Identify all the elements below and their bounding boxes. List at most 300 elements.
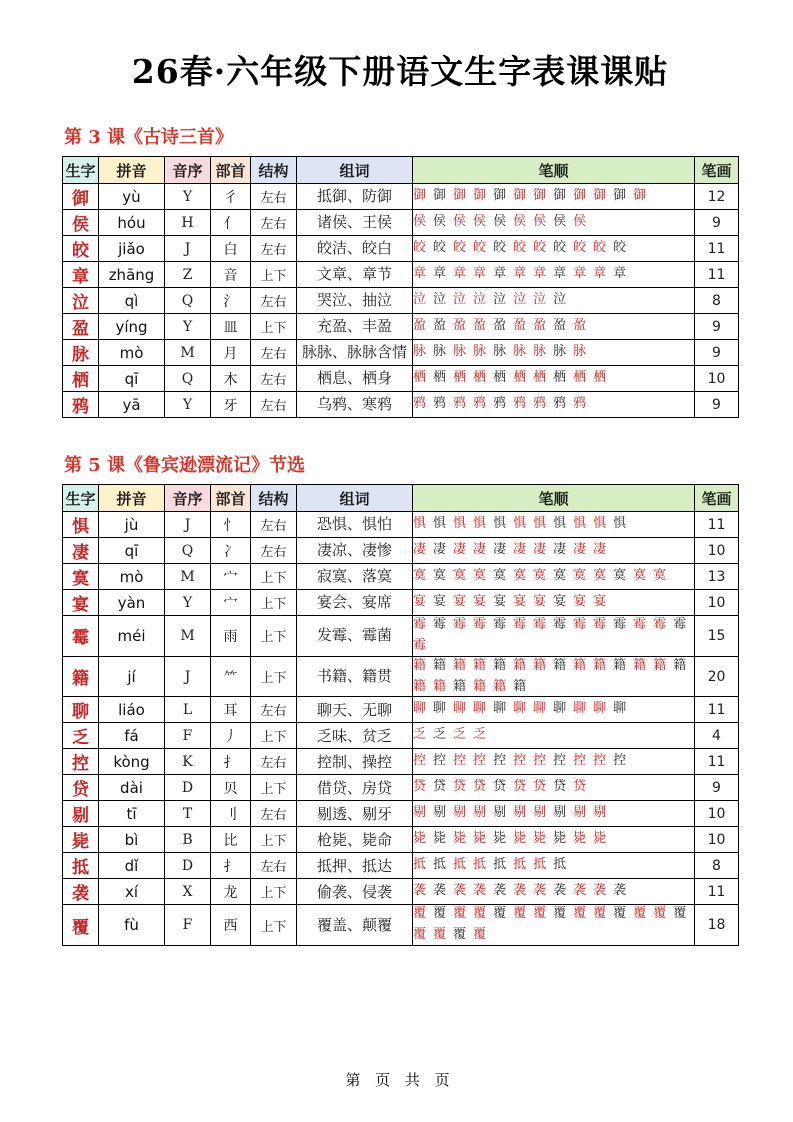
stroke-step-glyph: 剔 (573, 805, 587, 821)
stroke-order-sequence (413, 856, 694, 875)
stroke-step-glyph: 覆 (453, 927, 467, 943)
vocab-row (63, 827, 739, 853)
stroke-step-glyph: 控 (513, 753, 527, 769)
stroke-step-glyph: 覆 (673, 906, 687, 922)
stroke-count-cell: 13 (695, 564, 739, 590)
table-body (63, 512, 739, 946)
stroke-step-glyph: 霉 (513, 617, 527, 632)
stroke-order-cell (413, 236, 695, 262)
stroke-step-glyph: 控 (473, 753, 487, 769)
stroke-step-glyph: 聊 (413, 701, 427, 717)
radical-cell: 月 (211, 340, 251, 366)
radical-cell: 彳 (211, 184, 251, 210)
stroke-step-glyph: 籍 (613, 657, 627, 673)
stroke-step-glyph: 剔 (513, 805, 527, 821)
stroke-order-sequence (413, 778, 694, 797)
stroke-order-sequence (413, 213, 694, 232)
vocab-row (63, 749, 739, 775)
stroke-step-glyph: 寞 (513, 568, 527, 584)
radical-cell: 皿 (211, 314, 251, 340)
stroke-step-glyph: 侯 (413, 214, 427, 230)
pinyin-cell: dǐ (99, 853, 165, 879)
stroke-step-glyph: 贷 (433, 779, 447, 795)
stroke-count-cell: 20 (695, 656, 739, 697)
stroke-step-glyph: 栖 (553, 370, 567, 386)
stroke-step-glyph: 籍 (633, 657, 647, 673)
stroke-step-glyph: 皎 (513, 240, 527, 256)
stroke-step-glyph: 脉 (573, 344, 587, 360)
stroke-step-glyph: 霉 (473, 617, 487, 632)
vocab-row (63, 210, 739, 236)
structure-cell: 左右 (251, 853, 297, 879)
words-cell: 控制、操控 (297, 749, 413, 775)
stroke-step-glyph: 剔 (453, 805, 467, 821)
structure-cell: 左右 (251, 697, 297, 723)
stroke-step-glyph: 袭 (453, 883, 467, 899)
column-header: 结构 (251, 157, 297, 184)
stroke-step-glyph: 毙 (513, 831, 527, 847)
stroke-step-glyph: 籍 (533, 657, 547, 673)
lesson-heading: 第 3 课《古诗三首》 (64, 127, 234, 148)
pinyin-cell: mò (99, 564, 165, 590)
stroke-count-cell: 10 (695, 366, 739, 392)
pinyin-cell: yíng (99, 314, 165, 340)
stroke-step-glyph: 毙 (593, 831, 607, 847)
stroke-step-glyph: 聊 (493, 701, 507, 717)
stroke-step-glyph: 惧 (493, 516, 507, 532)
stroke-step-glyph: 剔 (493, 805, 507, 821)
stroke-step-glyph: 聊 (453, 701, 467, 717)
stroke-step-glyph: 袭 (433, 883, 447, 899)
stroke-order-cell (413, 262, 695, 288)
stroke-step-glyph: 宴 (473, 594, 487, 610)
stroke-count-cell: 18 (695, 905, 739, 946)
structure-cell: 左右 (251, 512, 297, 538)
lesson-section (62, 451, 738, 946)
structure-cell: 左右 (251, 392, 297, 418)
words-cell: 栖息、栖身 (297, 366, 413, 392)
vocab-row (63, 723, 739, 749)
stroke-step-glyph: 毙 (433, 831, 447, 847)
stroke-order-sequence (413, 830, 694, 849)
pinyin-cell: qì (99, 288, 165, 314)
stroke-step-glyph: 贷 (493, 779, 507, 795)
stroke-step-glyph: 宴 (573, 594, 587, 610)
stroke-step-glyph: 毙 (573, 831, 587, 847)
stroke-step-glyph: 覆 (613, 906, 627, 922)
structure-cell: 左右 (251, 288, 297, 314)
words-cell: 乌鸦、寒鸦 (297, 392, 413, 418)
vocab-row (63, 392, 739, 418)
structure-cell: 上下 (251, 827, 297, 853)
radical-cell: 木 (211, 366, 251, 392)
stroke-step-glyph: 抵 (533, 857, 547, 873)
column-header: 笔顺 (413, 157, 695, 184)
stroke-step-glyph: 凄 (473, 542, 487, 558)
stroke-step-glyph: 御 (453, 188, 467, 204)
stroke-step-glyph: 皎 (493, 240, 507, 256)
stroke-step-glyph: 惧 (593, 516, 607, 532)
initial-cell: Q (165, 366, 211, 392)
stroke-step-glyph: 抵 (513, 857, 527, 873)
vocab-row (63, 314, 739, 340)
stroke-step-glyph: 乏 (473, 727, 487, 743)
stroke-step-glyph: 贷 (533, 779, 547, 795)
stroke-step-glyph: 脉 (513, 344, 527, 360)
stroke-step-glyph: 寞 (573, 568, 587, 584)
stroke-step-glyph: 鸦 (513, 396, 527, 412)
initial-cell: Y (165, 184, 211, 210)
stroke-step-glyph: 袭 (413, 883, 427, 899)
stroke-count-cell: 11 (695, 262, 739, 288)
stroke-count-cell: 8 (695, 853, 739, 879)
stroke-step-glyph: 覆 (513, 906, 527, 922)
stroke-step-glyph: 贷 (473, 779, 487, 795)
radical-cell: 龙 (211, 879, 251, 905)
pinyin-cell: hóu (99, 210, 165, 236)
radical-cell: 扌 (211, 853, 251, 879)
stroke-step-glyph: 霉 (653, 617, 667, 632)
stroke-step-glyph: 寞 (493, 568, 507, 584)
char-cell: 宴 (63, 590, 99, 616)
stroke-step-glyph: 覆 (433, 906, 447, 922)
stroke-count-cell: 10 (695, 538, 739, 564)
stroke-step-glyph: 袭 (473, 883, 487, 899)
stroke-step-glyph: 寞 (433, 568, 447, 584)
stroke-order-sequence (413, 395, 694, 414)
stroke-order-cell (413, 723, 695, 749)
column-header: 组词 (297, 157, 413, 184)
stroke-count-cell: 11 (695, 697, 739, 723)
stroke-step-glyph: 泣 (553, 292, 567, 308)
char-cell: 抵 (63, 853, 99, 879)
stroke-order-cell (413, 827, 695, 853)
char-cell: 毙 (63, 827, 99, 853)
stroke-step-glyph: 脉 (473, 344, 487, 360)
stroke-step-glyph: 霉 (433, 617, 447, 632)
stroke-step-glyph: 毙 (533, 831, 547, 847)
stroke-step-glyph: 袭 (553, 883, 567, 899)
stroke-step-glyph: 宴 (593, 594, 607, 610)
stroke-step-glyph: 袭 (613, 883, 627, 899)
stroke-step-glyph: 惧 (453, 516, 467, 532)
stroke-step-glyph: 御 (593, 188, 607, 204)
structure-cell: 左右 (251, 236, 297, 262)
stroke-step-glyph: 剔 (473, 805, 487, 821)
stroke-order-sequence (413, 239, 694, 258)
stroke-order-cell (413, 697, 695, 723)
stroke-step-glyph: 惧 (613, 516, 627, 532)
stroke-step-glyph: 章 (553, 266, 567, 282)
stroke-step-glyph: 覆 (413, 906, 427, 922)
char-cell: 籍 (63, 656, 99, 697)
vocab-row (63, 236, 739, 262)
page-number-footer: 第 页 共 页 (345, 1071, 455, 1089)
stroke-step-glyph: 鸦 (413, 396, 427, 412)
vocab-row (63, 853, 739, 879)
stroke-step-glyph: 侯 (453, 214, 467, 230)
words-cell: 书籍、籍贯 (297, 656, 413, 697)
stroke-order-sequence (413, 804, 694, 823)
stroke-step-glyph: 皎 (433, 240, 447, 256)
stroke-step-glyph: 剔 (593, 805, 607, 821)
stroke-step-glyph: 皎 (453, 240, 467, 256)
radical-cell: 白 (211, 236, 251, 262)
stroke-step-glyph: 脉 (433, 344, 447, 360)
stroke-step-glyph: 袭 (533, 883, 547, 899)
stroke-step-glyph: 凄 (573, 542, 587, 558)
stroke-step-glyph: 宴 (433, 594, 447, 610)
structure-cell: 上下 (251, 723, 297, 749)
stroke-step-glyph: 御 (473, 188, 487, 204)
stroke-step-glyph: 脉 (493, 344, 507, 360)
pinyin-cell: yā (99, 392, 165, 418)
stroke-step-glyph: 毙 (453, 831, 467, 847)
stroke-step-glyph: 籍 (453, 657, 467, 673)
pinyin-cell: mò (99, 340, 165, 366)
stroke-step-glyph: 栖 (573, 370, 587, 386)
vocab-row (63, 879, 739, 905)
stroke-step-glyph: 泣 (453, 292, 467, 308)
radical-cell: 耳 (211, 697, 251, 723)
structure-cell: 左右 (251, 340, 297, 366)
stroke-step-glyph: 籍 (413, 657, 427, 673)
stroke-step-glyph: 寞 (533, 568, 547, 584)
stroke-step-glyph: 章 (473, 266, 487, 282)
structure-cell: 左右 (251, 538, 297, 564)
initial-cell: Q (165, 288, 211, 314)
stroke-step-glyph: 盈 (553, 318, 567, 334)
stroke-step-glyph: 惧 (533, 516, 547, 532)
stroke-step-glyph: 盈 (473, 318, 487, 334)
stroke-step-glyph: 贷 (453, 779, 467, 795)
lesson-section (62, 123, 738, 418)
stroke-step-glyph: 鸦 (533, 396, 547, 412)
stroke-step-glyph: 霉 (633, 617, 647, 632)
initial-cell: D (165, 853, 211, 879)
column-header: 部首 (211, 485, 251, 512)
stroke-step-glyph: 宴 (493, 594, 507, 610)
stroke-step-glyph: 抵 (433, 857, 447, 873)
stroke-step-glyph: 霉 (573, 617, 587, 632)
pinyin-cell: tī (99, 801, 165, 827)
stroke-step-glyph: 章 (413, 266, 427, 282)
stroke-step-glyph: 籍 (513, 657, 527, 673)
structure-cell: 左右 (251, 210, 297, 236)
stroke-count-cell: 11 (695, 879, 739, 905)
stroke-step-glyph: 鸦 (453, 396, 467, 412)
char-cell: 凄 (63, 538, 99, 564)
pinyin-cell: qī (99, 538, 165, 564)
stroke-order-cell (413, 879, 695, 905)
stroke-step-glyph: 侯 (533, 214, 547, 230)
words-cell: 脉脉、脉脉含情 (297, 340, 413, 366)
stroke-step-glyph: 盈 (413, 318, 427, 334)
words-cell: 剔透、剔牙 (297, 801, 413, 827)
column-header: 部首 (211, 157, 251, 184)
words-cell: 抵押、抵达 (297, 853, 413, 879)
stroke-step-glyph: 泣 (493, 292, 507, 308)
stroke-count-cell: 11 (695, 512, 739, 538)
vocab-row (63, 616, 739, 657)
pinyin-cell: yù (99, 184, 165, 210)
stroke-step-glyph: 御 (553, 188, 567, 204)
stroke-step-glyph: 贷 (553, 779, 567, 795)
pinyin-cell: zhāng (99, 262, 165, 288)
stroke-step-glyph: 聊 (553, 701, 567, 717)
stroke-step-glyph: 抵 (413, 857, 427, 873)
stroke-step-glyph: 皎 (573, 240, 587, 256)
stroke-step-glyph: 控 (433, 753, 447, 769)
structure-cell: 上下 (251, 564, 297, 590)
column-header: 生字 (63, 157, 99, 184)
stroke-step-glyph: 泣 (413, 292, 427, 308)
stroke-step-glyph: 泣 (513, 292, 527, 308)
stroke-order-cell (413, 590, 695, 616)
stroke-step-glyph: 惧 (513, 516, 527, 532)
stroke-step-glyph: 鸦 (553, 396, 567, 412)
pinyin-cell: méi (99, 616, 165, 657)
stroke-order-cell (413, 366, 695, 392)
column-header: 笔画 (695, 157, 739, 184)
table-header-row (63, 485, 739, 512)
stroke-step-glyph: 栖 (453, 370, 467, 386)
stroke-step-glyph: 章 (533, 266, 547, 282)
words-cell: 借贷、房贷 (297, 775, 413, 801)
stroke-step-glyph: 覆 (633, 906, 647, 922)
table-header-row (63, 157, 739, 184)
stroke-step-glyph: 籍 (493, 657, 507, 673)
stroke-step-glyph: 籍 (653, 657, 667, 673)
stroke-step-glyph: 惧 (573, 516, 587, 532)
stroke-step-glyph: 覆 (653, 906, 667, 922)
stroke-step-glyph: 惧 (553, 516, 567, 532)
stroke-step-glyph: 聊 (473, 701, 487, 717)
stroke-step-glyph: 控 (573, 753, 587, 769)
stroke-order-sequence (413, 616, 694, 656)
stroke-step-glyph: 覆 (453, 906, 467, 922)
initial-cell: Y (165, 392, 211, 418)
stroke-step-glyph: 宴 (553, 594, 567, 610)
stroke-order-cell (413, 564, 695, 590)
radical-cell: 扌 (211, 749, 251, 775)
stroke-step-glyph: 泣 (533, 292, 547, 308)
stroke-step-glyph: 御 (513, 188, 527, 204)
stroke-step-glyph: 侯 (573, 214, 587, 230)
stroke-step-glyph: 寞 (553, 568, 567, 584)
column-header: 组词 (297, 485, 413, 512)
stroke-step-glyph: 霉 (673, 617, 687, 632)
stroke-step-glyph: 霉 (413, 637, 427, 653)
stroke-step-glyph: 籍 (453, 678, 467, 694)
stroke-step-glyph: 侯 (493, 214, 507, 230)
stroke-order-cell (413, 775, 695, 801)
vocab-row (63, 905, 739, 946)
stroke-order-cell (413, 801, 695, 827)
stroke-order-cell (413, 656, 695, 697)
column-header: 拼音 (99, 485, 165, 512)
stroke-step-glyph: 籍 (413, 678, 427, 694)
structure-cell: 上下 (251, 314, 297, 340)
words-cell: 皎洁、皎白 (297, 236, 413, 262)
structure-cell: 上下 (251, 262, 297, 288)
stroke-step-glyph: 侯 (433, 214, 447, 230)
stroke-step-glyph: 脉 (453, 344, 467, 360)
stroke-step-glyph: 覆 (533, 906, 547, 922)
stroke-step-glyph: 侯 (513, 214, 527, 230)
char-cell: 脉 (63, 340, 99, 366)
initial-cell: Z (165, 262, 211, 288)
initial-cell: Q (165, 538, 211, 564)
words-cell: 凄凉、凄惨 (297, 538, 413, 564)
vocab-table (62, 156, 739, 418)
radical-cell: 宀 (211, 564, 251, 590)
stroke-step-glyph: 凄 (413, 542, 427, 558)
stroke-step-glyph: 皎 (533, 240, 547, 256)
stroke-step-glyph: 鸦 (493, 396, 507, 412)
char-cell: 盈 (63, 314, 99, 340)
stroke-step-glyph: 籍 (553, 657, 567, 673)
stroke-order-sequence (413, 657, 694, 697)
vocab-row (63, 564, 739, 590)
stroke-count-cell: 10 (695, 590, 739, 616)
stroke-step-glyph: 抵 (473, 857, 487, 873)
char-cell: 剔 (63, 801, 99, 827)
stroke-step-glyph: 宴 (533, 594, 547, 610)
char-cell: 贷 (63, 775, 99, 801)
vocab-row (63, 340, 739, 366)
stroke-step-glyph: 乏 (453, 727, 467, 743)
stroke-step-glyph: 覆 (593, 906, 607, 922)
column-header: 音序 (165, 157, 211, 184)
stroke-step-glyph: 籍 (473, 657, 487, 673)
pinyin-cell: bì (99, 827, 165, 853)
vocab-row (63, 288, 739, 314)
structure-cell: 左右 (251, 749, 297, 775)
initial-cell: X (165, 879, 211, 905)
initial-cell: B (165, 827, 211, 853)
radical-cell: 冫 (211, 538, 251, 564)
stroke-step-glyph: 盈 (453, 318, 467, 334)
char-cell: 鸦 (63, 392, 99, 418)
radical-cell: 丿 (211, 723, 251, 749)
stroke-step-glyph: 覆 (573, 906, 587, 922)
stroke-step-glyph: 抵 (553, 857, 567, 873)
initial-cell: J (165, 656, 211, 697)
initial-cell: L (165, 697, 211, 723)
char-cell: 章 (63, 262, 99, 288)
stroke-step-glyph: 剔 (553, 805, 567, 821)
stroke-count-cell: 11 (695, 236, 739, 262)
stroke-step-glyph: 霉 (413, 617, 427, 632)
stroke-step-glyph: 栖 (513, 370, 527, 386)
stroke-step-glyph: 御 (573, 188, 587, 204)
stroke-step-glyph: 聊 (533, 701, 547, 717)
stroke-step-glyph: 章 (613, 266, 627, 282)
radical-cell: 音 (211, 262, 251, 288)
stroke-step-glyph: 贷 (573, 779, 587, 795)
stroke-step-glyph: 霉 (453, 617, 467, 632)
stroke-count-cell: 9 (695, 210, 739, 236)
stroke-step-glyph: 盈 (573, 318, 587, 334)
char-cell: 聊 (63, 697, 99, 723)
stroke-order-sequence (413, 882, 694, 901)
stroke-step-glyph: 皎 (413, 240, 427, 256)
stroke-step-glyph: 控 (593, 753, 607, 769)
stroke-step-glyph: 籍 (493, 678, 507, 694)
vocab-row (63, 697, 739, 723)
radical-cell: 宀 (211, 590, 251, 616)
